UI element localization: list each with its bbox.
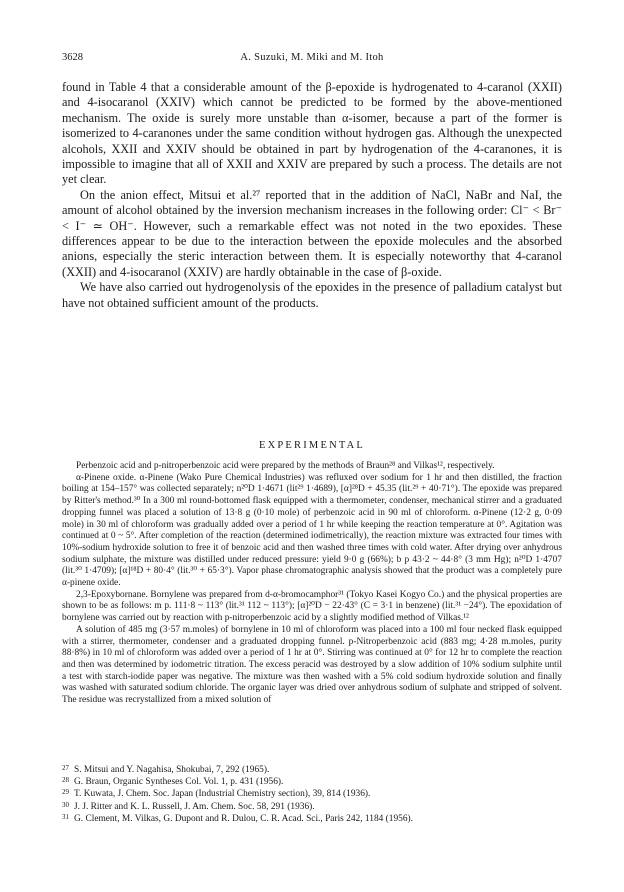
experimental-paragraph: α-Pinene oxide. α-Pinene (Wako Pure Chemical Industries) was refluxed over sodium for 1 hr and then distilled, the fraction boiling at 154–157° was collected separately; n²⁰D 1·4671 (lit²⁹ 1·4689), [α]²⁸D + 45.35 (lit.²⁹ + 40·71°). The epoxide was prepared by Ritter's method.³⁰ In a 300 ml round-bottomed flask equipped with a thermometer, condenser, mechanical stirrer and a graduated dropping funnel was placed a solution of 13·8 g (0·10 mole) of perbenzoic acid in 90 ml of chloroform. α-Pinene (12·2 g, 0·09 mole) in 30 ml of chloroform was gradually added over a period of 1 hr while keeping the reaction temperature at 0°. Agitation was continued at 0 ~ 5°. After completion of the reaction (determined iodimetrically), the reaction mixture was extracted four times with 10%-sodium hydroxide solution to free it of benzoic acid and then washed three times with cold water. After drying over anhydrous sodium sulphate, the mixture was distilled under reduced pressure: yield 9·0 g (66%); b p 43·2 ~ 44·8° (3 mm Hg); n²⁰D 1·4707 (lit.³⁰ 1·4709); [α]¹⁸D + 80·4° (lit.³⁰ + 65·3°). Vapor phase chromatographic analysis showed that the product was a completely pure α-pinene oxide. bbox=[62, 472, 562, 589]
body-paragraph: We have also carried out hydrogenolysis of the epoxides in the presence of palladium catalyst but have not obtained sufficient amount of the products. bbox=[62, 280, 562, 310]
footnote-number: 28 bbox=[62, 776, 69, 785]
footnotes bbox=[62, 764, 562, 825]
footnote-text: G. Clement, M. Vilkas, G. Dupont and R. Dulou, C. R. Acad. Sci., Paris 242, 1184 (1956). bbox=[74, 813, 414, 824]
experimental-paragraph: A solution of 485 mg (3·57 m.moles) of bornylene in 10 ml of chloroform was placed into a 100 ml four necked flask equipped with a stirrer, thermometer, condenser and a graduated dropping funnel. p-Nitroperbenzoic acid (883 mg; 4·28 m.moles, purity 88·8%) in 10 ml of chloroform was added over a period of 1 hr at 0°. Stirring was continued at 0° for 12 hr to complete the reaction and then was determined by iodometric titration. The excess peracid was destroyed by a slow addition of 10% sodium sulphite until a test with starch-iodide paper was negative. The mixture was then washed with a 5% cold sodium hydroxide solution and finally was washed with saturated sodium chloride. The organic layer was dried over anhydrous sodium of sulphate and stripped of solvent. The residue was recrystallized from a mixed solution of bbox=[62, 624, 562, 706]
footnote-text: J. J. Ritter and K. L. Russell, J. Am. Chem. Soc. 58, 291 (1936). bbox=[74, 801, 315, 812]
footnote-text: T. Kuwata, J. Chem. Soc. Japan (Industrial Chemistry section), 39, 814 (1936). bbox=[74, 789, 371, 800]
experimental-text bbox=[62, 461, 562, 707]
body-paragraph: On the anion effect, Mitsui et al.²⁷ reported that in the addition of NaCl, NaBr and NaI, the amount of alcohol obtained by the inversion mechanism increases in the following order: Cl⁻ < Br⁻ < I⁻ ≃ OH⁻. However, such a remarkable effect was not noted in the two epoxides. These differences appear to be due to the interaction between the epoxide molecules and the absorbed anions, especially the steric interaction between them. It is especially noteworthy that 4-caranol (XXII) and 4-isocaranol (XXIV) are hardly obtainable in the case of β-oxide. bbox=[62, 187, 562, 279]
footnote bbox=[62, 801, 562, 813]
page-header bbox=[62, 52, 562, 68]
experimental-paragraph: Perbenzoic acid and p-nitroperbenzoic acid were prepared by the methods of Braun²⁸ and Vilkas¹², respectively. bbox=[76, 461, 495, 471]
footnote-number: 30 bbox=[62, 800, 69, 809]
footnote-number: 27 bbox=[62, 764, 69, 772]
page-number: 3628 bbox=[62, 52, 83, 63]
section-heading: EXPERIMENTAL bbox=[258, 440, 366, 451]
footnote bbox=[62, 764, 562, 776]
footnote-number: 29 bbox=[62, 788, 69, 797]
discussion-text bbox=[62, 80, 562, 311]
footnote bbox=[62, 788, 562, 800]
footnote-number: 31 bbox=[62, 812, 69, 821]
footnote bbox=[62, 813, 562, 825]
body-paragraph: found in Table 4 that a considerable amount of the β-epoxide is hydrogenated to 4-caranol (XXII) and 4-isocaranol (XXIV) which cannot be predicted to be formed by the above-mentioned mechanism. The oxide is surely more unstable than α-isomer, because a part of the former is isomerized to 4-caranones under the same condition without hydrogen gas. Although the unexpected alcohols, XXII and XXIV should be obtained in part by hydrogenation of the 4-caranones, it is impossible to imagine that all of XXII and XXIV are prepared by such a process. The details are not yet clear. bbox=[62, 80, 562, 187]
footnote-text: G. Braun, Organic Syntheses Col. Vol. 1, p. 431 (1956). bbox=[74, 777, 284, 788]
footnote-text: S. Mitsui and Y. Nagahisa, Shokubai, 7, 292 (1965). bbox=[74, 765, 270, 775]
running-title: A. Suzuki, M. Miki and M. Itoh bbox=[240, 52, 384, 63]
experimental-paragraph: 2,3-Epoxybornane. Bornylene was prepared from d-α-bromocamphor³¹ (Tokyo Kasei Kogyo Co.) and the physical properties are shown to be as follows: m p. 111·8 ~ 113° (lit.³¹ 112 ~ 113°); [α]²⁰D − 22·43° (C = 3·1 in benzene) (lit.³¹ −24°). The epoxidation of bornylene was carried out by reaction with p-nitroperbenzoic acid by a slightly modified method of Vilkas.¹² bbox=[62, 589, 562, 624]
footnote bbox=[62, 776, 562, 788]
